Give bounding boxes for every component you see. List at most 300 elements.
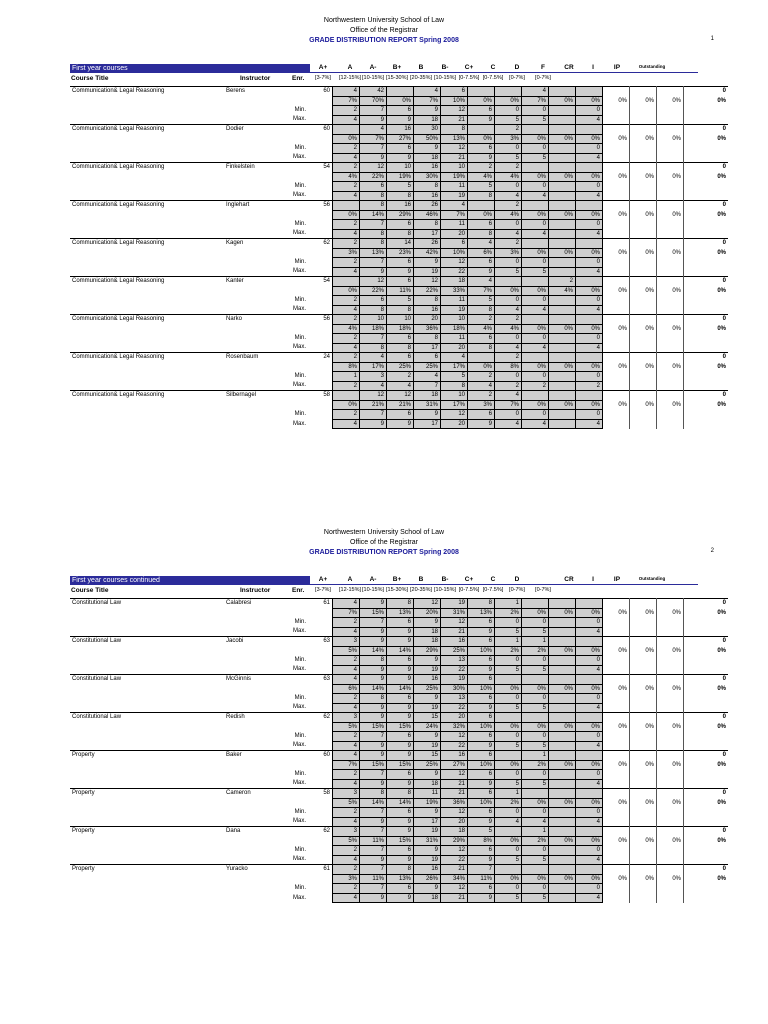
instructor-name [224, 798, 284, 808]
enrollment [308, 286, 333, 296]
grade-cell: 6 [387, 656, 414, 666]
grade-cell: 18 [414, 637, 441, 647]
outstanding-value: 0% [717, 609, 726, 616]
grade-cell: 9 [468, 115, 495, 125]
max-label: Max. [292, 306, 306, 313]
grade-cell: 5 [495, 855, 522, 865]
instructor-name [224, 220, 284, 230]
grade-cell: 4 [387, 381, 414, 391]
grade-cell: 1 [495, 637, 522, 647]
grade-cell [468, 353, 495, 363]
outstanding-value: 0 [684, 865, 729, 875]
grade-cell [657, 599, 684, 609]
instructor-name [224, 419, 284, 429]
grade-cell [657, 296, 684, 306]
grade-cell [333, 125, 360, 135]
grade-cell: 6 [468, 144, 495, 154]
grade-cell: 4 [576, 191, 603, 201]
grade-cell: 5% [333, 722, 360, 732]
grade-cell [657, 789, 684, 799]
grade-cell: 29% [387, 210, 414, 220]
grade-cell: 7% [414, 96, 441, 106]
grade-cell: 0% [657, 836, 684, 846]
course-title [70, 419, 224, 429]
instructor-name [224, 372, 284, 382]
grade-header: Outstanding [638, 64, 666, 69]
course-pct-row [70, 608, 728, 618]
instructor-name: Cameron [224, 789, 284, 799]
min-label: Min. [294, 221, 306, 227]
course-pct-row [70, 874, 728, 884]
grade-cell: 21 [441, 779, 468, 789]
grade-cell [630, 808, 657, 818]
grade-cell: 4 [495, 817, 522, 827]
course-title [70, 115, 224, 125]
grade-cell: 12 [441, 808, 468, 818]
grade-cell: 9 [360, 751, 387, 761]
outstanding-value [684, 334, 729, 344]
grade-cell: 0% [630, 646, 657, 656]
grade-cell: 9 [414, 694, 441, 704]
report-header [0, 16, 768, 46]
row-label [284, 315, 308, 325]
outstanding-value [684, 855, 729, 865]
grade-cell: 0% [630, 134, 657, 144]
grade-cell [657, 732, 684, 742]
course-max-row [70, 419, 728, 429]
grade-cell [657, 391, 684, 401]
grade-cell: 0% [522, 798, 549, 808]
enrollment [308, 855, 333, 865]
grade-cell [576, 201, 603, 211]
row-label [284, 760, 308, 770]
course-title: Communication& Legal Reasoning [70, 87, 224, 97]
course-pct-row [70, 722, 728, 732]
grade-cell [603, 305, 630, 315]
grade-cell [603, 106, 630, 116]
grade-cell: 9 [414, 106, 441, 116]
outstanding-value: 0 [684, 87, 729, 97]
grade-cell: 19 [414, 267, 441, 277]
grade-range: [12-15%] [338, 587, 361, 593]
outstanding-value [684, 229, 729, 239]
grade-cell [549, 846, 576, 856]
row-label [284, 798, 308, 808]
course-min-row [70, 846, 728, 856]
grade-cell [657, 741, 684, 751]
grade-cell [603, 732, 630, 742]
grade-cell: 8 [468, 599, 495, 609]
grade-cell: 2 [549, 277, 576, 287]
instructor-name [224, 836, 284, 846]
grade-cell: 6 [468, 410, 495, 420]
grade-cell: 22 [441, 703, 468, 713]
instructor-name: Yuracko [224, 865, 284, 875]
grade-cell [495, 827, 522, 837]
course-title [70, 324, 224, 334]
grade-header: D [514, 64, 520, 71]
grade-cell: 4% [468, 324, 495, 334]
grade-cell: 10 [441, 391, 468, 401]
grade-cell [603, 163, 630, 173]
max-label: Max. [292, 344, 306, 351]
enrollment [308, 836, 333, 846]
instructor-name: Baker [224, 751, 284, 761]
course-title [70, 732, 224, 742]
grade-cell: 0% [576, 248, 603, 258]
grade-cell [603, 789, 630, 799]
grade-cell: 30% [414, 172, 441, 182]
grade-cell: 0 [576, 258, 603, 268]
grade-cell: 20 [441, 343, 468, 353]
grade-cell [576, 277, 603, 287]
grade-cell: 2 [495, 201, 522, 211]
grade-cell: 8% [495, 362, 522, 372]
grade-cell: 0% [576, 400, 603, 410]
grade-cell: 0 [522, 334, 549, 344]
grade-cell: 21 [441, 789, 468, 799]
outstanding-value [684, 627, 729, 637]
grade-cell: 4 [333, 741, 360, 751]
grade-cell: 2% [495, 798, 522, 808]
grade-cell: 14% [360, 684, 387, 694]
outstanding-value: 0 [684, 599, 729, 609]
grade-cell: 16 [414, 305, 441, 315]
grade-cell: 8 [468, 191, 495, 201]
grade-cell: 7 [360, 258, 387, 268]
grade-cell [468, 87, 495, 97]
grade-cell: 16 [441, 637, 468, 647]
outstanding-value [684, 267, 729, 277]
grade-cell: 7 [360, 144, 387, 154]
grade-cell: 18 [414, 153, 441, 163]
course-title [70, 220, 224, 230]
grade-cell [549, 125, 576, 135]
grade-cell: 9 [414, 144, 441, 154]
grade-cell: 4 [333, 855, 360, 865]
grade-cell: 4 [360, 125, 387, 135]
grade-cell: 2 [468, 391, 495, 401]
grade-cell: 6 [387, 618, 414, 628]
outstanding-value: 0 [684, 239, 729, 249]
grade-cell: 9 [360, 817, 387, 827]
grade-cell: 6 [468, 713, 495, 723]
course-max-row [70, 855, 728, 865]
grade-cell: 4 [333, 343, 360, 353]
grade-cell: 9 [414, 884, 441, 894]
grade-cell: 7 [360, 808, 387, 818]
grade-cell: 0 [522, 258, 549, 268]
grade-cell: 0% [603, 836, 630, 846]
grade-cell: 7 [360, 220, 387, 230]
grade-cell [549, 627, 576, 637]
max-label: Max. [292, 382, 306, 389]
grade-cell: 10 [441, 315, 468, 325]
grade-cell [630, 229, 657, 239]
course-counts-row [70, 315, 728, 325]
grade-cell: 4 [522, 305, 549, 315]
grade-cell [603, 115, 630, 125]
grade-cell [522, 201, 549, 211]
grade-cell: 19 [414, 855, 441, 865]
course-title: Communication& Legal Reasoning [70, 201, 224, 211]
grade-cell: 0% [657, 400, 684, 410]
grade-cell: 0% [576, 362, 603, 372]
grade-cell: 9 [414, 258, 441, 268]
grade-cell: 17 [414, 817, 441, 827]
grade-cell [522, 675, 549, 685]
grade-cell [630, 665, 657, 675]
grade-cell [657, 855, 684, 865]
grade-cell: 9 [387, 779, 414, 789]
grade-cell: 25% [387, 362, 414, 372]
grade-cell: 31% [414, 400, 441, 410]
page-number: 2 [710, 548, 714, 554]
course-max-row [70, 229, 728, 239]
grade-cell [630, 315, 657, 325]
grade-cell [657, 191, 684, 201]
grade-cell: 18% [360, 324, 387, 334]
course-pct-row [70, 134, 728, 144]
grade-cell: 4 [522, 229, 549, 239]
grade-cell: 19 [414, 741, 441, 751]
grade-cell: 12 [387, 391, 414, 401]
grade-cell: 13% [360, 248, 387, 258]
grade-cell [522, 277, 549, 287]
grade-cell [630, 675, 657, 685]
grade-cell: 19 [414, 703, 441, 713]
course-title [70, 286, 224, 296]
enrollment [308, 741, 333, 751]
grade-cell: 17 [414, 229, 441, 239]
grade-cell: 0% [657, 722, 684, 732]
grade-cell [603, 599, 630, 609]
grade-table [70, 86, 728, 429]
section-rule [70, 72, 698, 73]
grade-cell: 12 [441, 732, 468, 742]
row-label [284, 391, 308, 401]
grade-cell: 2 [468, 372, 495, 382]
enrollment [308, 884, 333, 894]
grade-cell: 6 [414, 353, 441, 363]
grade-cell: 2 [468, 163, 495, 173]
grade-cell: 4 [333, 153, 360, 163]
grade-cell: 0% [657, 210, 684, 220]
grade-cell: 0% [603, 134, 630, 144]
outstanding-value [684, 665, 729, 675]
max-label: Max. [292, 154, 306, 161]
instructor-name: Kagen [224, 239, 284, 249]
outstanding-value [684, 106, 729, 116]
grade-cell: 13% [387, 608, 414, 618]
grade-cell: 0% [576, 286, 603, 296]
grade-cell [603, 191, 630, 201]
grade-cell: 6% [333, 684, 360, 694]
grade-header: IP [613, 576, 621, 583]
max-label: Max. [292, 704, 306, 711]
instructor-name [224, 229, 284, 239]
instructor-header: Instructor [240, 587, 271, 594]
course-title: Communication& Legal Reasoning [70, 163, 224, 173]
grade-cell [576, 713, 603, 723]
outstanding-value: 0 [684, 391, 729, 401]
course-pct-row [70, 96, 728, 106]
grade-cell: 22% [360, 286, 387, 296]
grade-cell: 0 [495, 106, 522, 116]
grade-cell: 6 [387, 277, 414, 287]
course-title: Constitutional Law [70, 599, 224, 609]
section-title: First year courses [70, 64, 310, 73]
max-label: Max. [292, 192, 306, 199]
grade-cell [630, 846, 657, 856]
grade-cell [630, 884, 657, 894]
grade-cell: 19 [441, 191, 468, 201]
grade-cell: 9 [387, 627, 414, 637]
grade-cell [630, 258, 657, 268]
grade-cell: 9 [360, 855, 387, 865]
grade-cell: 2% [522, 836, 549, 846]
grade-cell: 42% [414, 248, 441, 258]
grade-cell: 15% [360, 608, 387, 618]
grade-cell [549, 751, 576, 761]
grade-cell: 4 [576, 741, 603, 751]
grade-cell: 10% [468, 722, 495, 732]
course-title [70, 646, 224, 656]
grade-cell: 2 [333, 694, 360, 704]
grade-cell: 1 [495, 789, 522, 799]
grade-cell [657, 258, 684, 268]
grade-cell: 9 [387, 267, 414, 277]
grade-cell: 3 [333, 827, 360, 837]
grade-cell: 6 [468, 334, 495, 344]
grade-cell: 8 [360, 229, 387, 239]
grade-cell: 6 [387, 144, 414, 154]
grade-cell: 8 [387, 789, 414, 799]
grade-cell: 3% [468, 400, 495, 410]
grade-cell: 8 [387, 343, 414, 353]
course-max-row [70, 627, 728, 637]
course-min-row [70, 732, 728, 742]
grade-cell: 6% [468, 248, 495, 258]
enrollment-header: Enr. [292, 587, 305, 594]
course-title [70, 656, 224, 666]
row-label [284, 239, 308, 249]
course-max-row [70, 703, 728, 713]
grade-cell: 14 [387, 239, 414, 249]
grade-cell: 0% [333, 210, 360, 220]
grade-cell [630, 296, 657, 306]
grade-cell: 4% [495, 324, 522, 334]
grade-cell: 32% [441, 722, 468, 732]
grade-cell: 0% [468, 362, 495, 372]
grade-cell: 16 [387, 125, 414, 135]
instructor-name [224, 808, 284, 818]
grade-cell: 6 [468, 789, 495, 799]
grade-cell [657, 694, 684, 704]
grade-cell: 0% [522, 874, 549, 884]
min-label: Min. [294, 259, 306, 265]
row-label [284, 353, 308, 363]
instructor-name [224, 324, 284, 334]
grade-cell: 15% [387, 722, 414, 732]
instructor-name [224, 153, 284, 163]
grade-cell: 3 [333, 789, 360, 799]
grade-cell: 0% [630, 684, 657, 694]
grade-cell: 2 [576, 381, 603, 391]
grade-cell: 10 [387, 163, 414, 173]
instructor-name [224, 779, 284, 789]
grade-cell [630, 267, 657, 277]
grade-cell: 9 [360, 419, 387, 429]
grade-cell [657, 665, 684, 675]
grade-cell: 0 [495, 770, 522, 780]
section-title: First year courses continued [70, 576, 310, 585]
outstanding-value [684, 770, 729, 780]
grade-cell [576, 353, 603, 363]
row-label [284, 608, 308, 618]
grade-cell [603, 372, 630, 382]
grade-cell: 18 [441, 827, 468, 837]
course-title [70, 191, 224, 201]
course-title: Communication& Legal Reasoning [70, 391, 224, 401]
grade-cell [657, 703, 684, 713]
grade-header: A [347, 576, 353, 583]
outstanding-value [684, 220, 729, 230]
grade-cell [630, 694, 657, 704]
instructor-name [224, 646, 284, 656]
grade-range: [10-15%] [361, 587, 384, 593]
grade-cell: 9 [414, 618, 441, 628]
grade-cell [630, 751, 657, 761]
grade-cell: 0 [495, 296, 522, 306]
min-label: Min. [294, 657, 306, 663]
grade-cell: 19% [441, 172, 468, 182]
grade-cell [576, 125, 603, 135]
enrollment: 58 [308, 391, 333, 401]
grade-cell: 5 [522, 267, 549, 277]
grade-cell: 12 [441, 884, 468, 894]
grade-cell: 10% [468, 798, 495, 808]
grade-cell [603, 713, 630, 723]
course-counts-row [70, 751, 728, 761]
min-label: Min. [294, 411, 306, 417]
grade-cell: 5% [333, 646, 360, 656]
grade-cell [603, 627, 630, 637]
grade-cell: 4 [333, 419, 360, 429]
grade-cell: 0% [630, 874, 657, 884]
enrollment [308, 248, 333, 258]
grade-cell: 7% [360, 134, 387, 144]
grade-cell: 0% [603, 248, 630, 258]
instructor-name [224, 210, 284, 220]
grade-cell: 4 [495, 343, 522, 353]
grade-cell: 4 [522, 343, 549, 353]
grade-cell: 25% [414, 684, 441, 694]
grade-cell: 8 [360, 305, 387, 315]
grade-cell: 7% [333, 96, 360, 106]
grade-cell: 0% [495, 684, 522, 694]
grade-cell: 2 [333, 846, 360, 856]
grade-cell [549, 296, 576, 306]
grade-cell: 0 [522, 106, 549, 116]
grade-cell: 4 [360, 381, 387, 391]
grade-cell: 29% [441, 836, 468, 846]
instructor-name [224, 286, 284, 296]
grade-cell [549, 191, 576, 201]
grade-cell: 8 [387, 229, 414, 239]
grade-cell: 0% [630, 286, 657, 296]
grade-cell: 9 [468, 779, 495, 789]
